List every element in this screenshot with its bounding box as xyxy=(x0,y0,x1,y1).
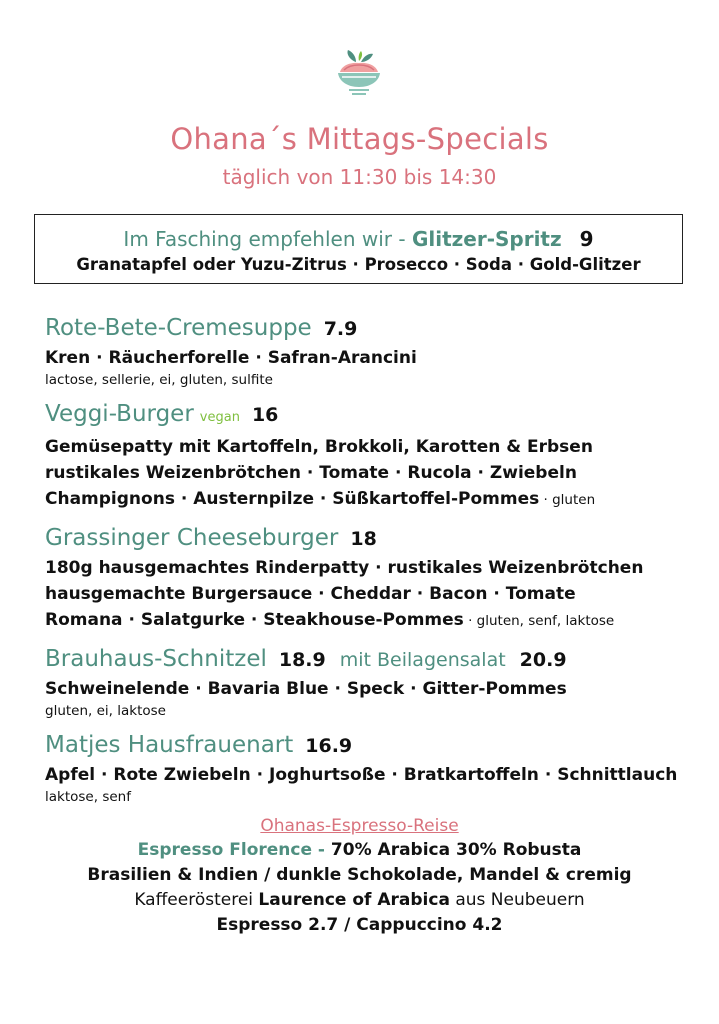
dish-price: 16.9 xyxy=(305,735,353,757)
dish-name: Matjes Hausfrauenart xyxy=(45,732,294,758)
espresso-blend: 70% Arabica 30% Robusta xyxy=(330,840,582,860)
dish-name: Grassinger Cheeseburger xyxy=(45,525,339,551)
roaster-name: Laurence of Arabica xyxy=(258,890,450,910)
espresso-prices: Espresso 2.7 / Cappuccino 4.2 xyxy=(216,915,503,935)
roaster-prefix: Kaffeerösterei xyxy=(134,890,259,910)
dish-allergens: gluten, ei, laktose xyxy=(45,703,166,719)
menu-item-rote-bete xyxy=(45,312,705,389)
menu-list xyxy=(45,312,705,815)
espresso-heading: Ohanas-Espresso-Reise xyxy=(260,816,459,836)
espresso-roaster-line xyxy=(0,888,719,913)
page-title: Ohana´s Mittags-Specials xyxy=(170,122,549,156)
menu-item-cheeseburger xyxy=(45,522,705,634)
espresso-name: Espresso Florence - xyxy=(137,840,331,860)
dish-price: 18.9 xyxy=(278,649,326,671)
dish-description: 180g hausgemachtes Rinderpatty · rustikales Weizenbrötchen xyxy=(45,558,644,578)
dish-description: Apfel · Rote Zwiebeln · Joghurtsoße · Bratkartoffeln · Schnittlauch xyxy=(45,765,678,785)
promo-box xyxy=(34,214,683,284)
dish-description: hausgemachte Burgersauce · Cheddar · Bacon · Tomate xyxy=(45,584,576,604)
promo-headline xyxy=(35,227,682,251)
dish-allergens: laktose, senf xyxy=(45,789,131,805)
dish-description xyxy=(45,486,705,513)
espresso-blend-line xyxy=(0,838,719,863)
extra-label: mit Beilagensalat xyxy=(339,649,506,671)
dish-name: Veggi-Burger xyxy=(45,401,194,427)
dish-description: Schweinelende · Bavaria Blue · Speck · Gitter-Pommes xyxy=(45,679,567,699)
promo-ingredients: Granatapfel oder Yuzu-Zitrus · Prosecco · Soda · Gold-Glitzer xyxy=(76,255,641,274)
dish-description-text: Champignons · Austernpilze · Süßkartoffel-Pommes xyxy=(45,489,540,509)
dish-allergens: · gluten xyxy=(539,492,596,508)
roaster-suffix: aus Neubeuern xyxy=(449,890,585,910)
salad-bowl-logo xyxy=(334,48,384,98)
extra-price: 20.9 xyxy=(519,649,567,671)
espresso-origin: Brasilien & Indien / dunkle Schokolade, Mandel & cremig xyxy=(87,865,632,885)
dish-price: 18 xyxy=(350,528,377,550)
dish-price: 7.9 xyxy=(323,318,358,340)
dish-description xyxy=(45,607,705,634)
dish-description: Gemüsepatty mit Kartoffeln, Brokkoli, Karotten & Erbsen xyxy=(45,437,593,457)
vegan-tag: vegan xyxy=(199,410,240,425)
opening-hours: täglich von 11:30 bis 14:30 xyxy=(222,165,497,189)
espresso-section xyxy=(0,814,719,938)
promo-drink: Glitzer-Spritz xyxy=(411,227,562,251)
side-salad-option xyxy=(340,649,567,671)
menu-item-schnitzel xyxy=(45,643,705,720)
dish-allergens: · gluten, senf, laktose xyxy=(463,613,615,629)
promo-price: 9 xyxy=(579,227,594,251)
menu-item-matjes xyxy=(45,729,705,806)
menu-item-veggi-burger xyxy=(45,398,705,513)
dish-name: Brauhaus-Schnitzel xyxy=(45,646,267,672)
dish-description: Kren · Räucherforelle · Safran-Arancini xyxy=(45,348,417,368)
promo-intro: Im Fasching empfehlen wir - xyxy=(123,227,412,251)
dish-description-text: Romana · Salatgurke · Steakhouse-Pommes xyxy=(45,610,464,630)
dish-price: 16 xyxy=(251,404,279,426)
dish-description: rustikales Weizenbrötchen · Tomate · Rucola · Zwiebeln xyxy=(45,463,577,483)
dish-allergens: lactose, sellerie, ei, gluten, sulfite xyxy=(45,372,273,388)
dish-name: Rote-Bete-Cremesuppe xyxy=(45,315,312,341)
